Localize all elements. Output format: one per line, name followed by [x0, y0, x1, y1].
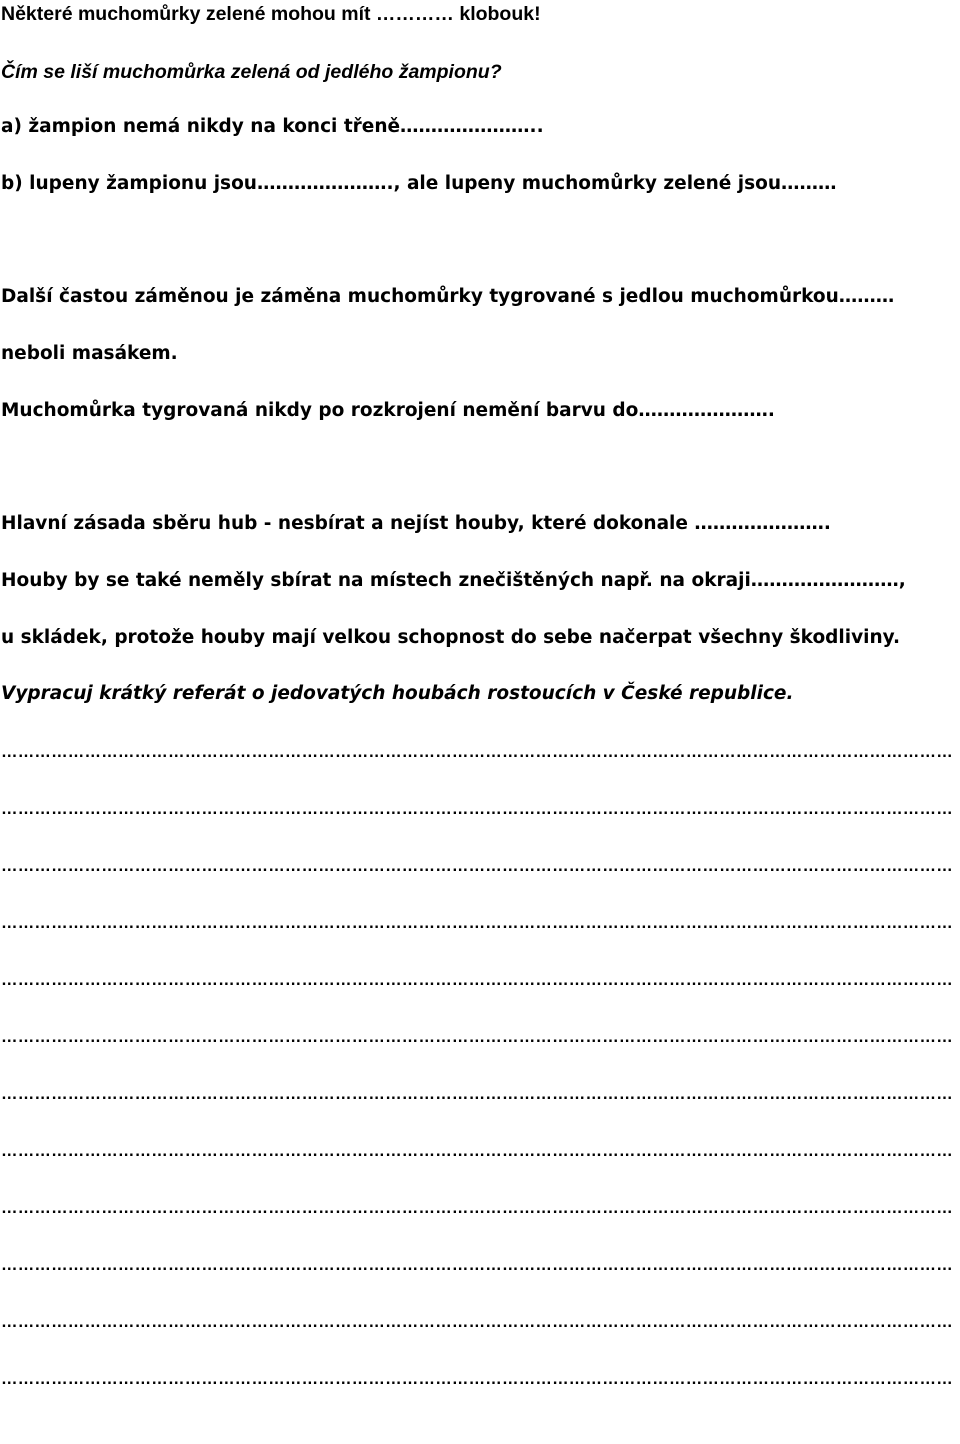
question-difference-b: b) lupeny žampionu jsou…………………., ale lupeny muchomůrky zelené jsou……… [1, 173, 837, 194]
answer-line-6: ……………………………………………………………………………………………………………………………………………………… [1, 1028, 953, 1046]
answer-line-3: ……………………………………………………………………………………………………………………………………………………… [1, 857, 953, 875]
answer-line-11: ……………………………………………………………………………………………………………………………………………………… [1, 1313, 953, 1331]
question-difference-a: a) žampion nemá nikdy na konci třeně………………….. [1, 116, 544, 137]
answer-line-10: ……………………………………………………………………………………………………………………………………………………… [1, 1256, 953, 1274]
question-confusion-line2: neboli masákem. [1, 343, 178, 364]
answer-line-4: ……………………………………………………………………………………………………………………………………………………… [1, 914, 953, 932]
answer-line-9: ……………………………………………………………………………………………………………………………………………………… [1, 1199, 953, 1217]
answer-line-12: ……………………………………………………………………………………………………………………………………………………… [1, 1370, 953, 1388]
rule-location-line2: u skládek, protože houby mají velkou schopnost do sebe načerpat všechny škodliviny. [1, 627, 901, 648]
answer-line-8: ……………………………………………………………………………………………………………………………………………………… [1, 1142, 953, 1160]
question-difference-heading: Čím se liší muchomůrka zelená od jedlého žampionu? [1, 61, 502, 83]
answer-line-1: ……………………………………………………………………………………………………………………………………………………… [1, 743, 953, 761]
question-confusion-line1: Další častou záměnou je záměna muchomůrky tygrované s jedlou muchomůrkou……… [1, 286, 895, 307]
rule-picking-line: Hlavní zásada sběru hub - nesbírat a nejíst houby, které dokonale …………………. [1, 513, 831, 534]
task-essay-prompt: Vypracuj krátký referát o jedovatých houbách rostoucích v České republice. [1, 683, 794, 704]
question-cap-color: Některé muchomůrky zelené mohou mít ………… klobouk! [1, 3, 541, 25]
answer-line-7: ……………………………………………………………………………………………………………………………………………………… [1, 1085, 953, 1103]
answer-line-5: ……………………………………………………………………………………………………………………………………………………… [1, 971, 953, 989]
question-color-change: Muchomůrka tygrovaná nikdy po rozkrojení nemění barvu do…………………. [1, 400, 775, 421]
rule-location-line1: Houby by se také neměly sbírat na místech znečištěných např. na okraji……………………, [1, 570, 906, 591]
answer-line-2: ……………………………………………………………………………………………………………………………………………………… [1, 800, 953, 818]
